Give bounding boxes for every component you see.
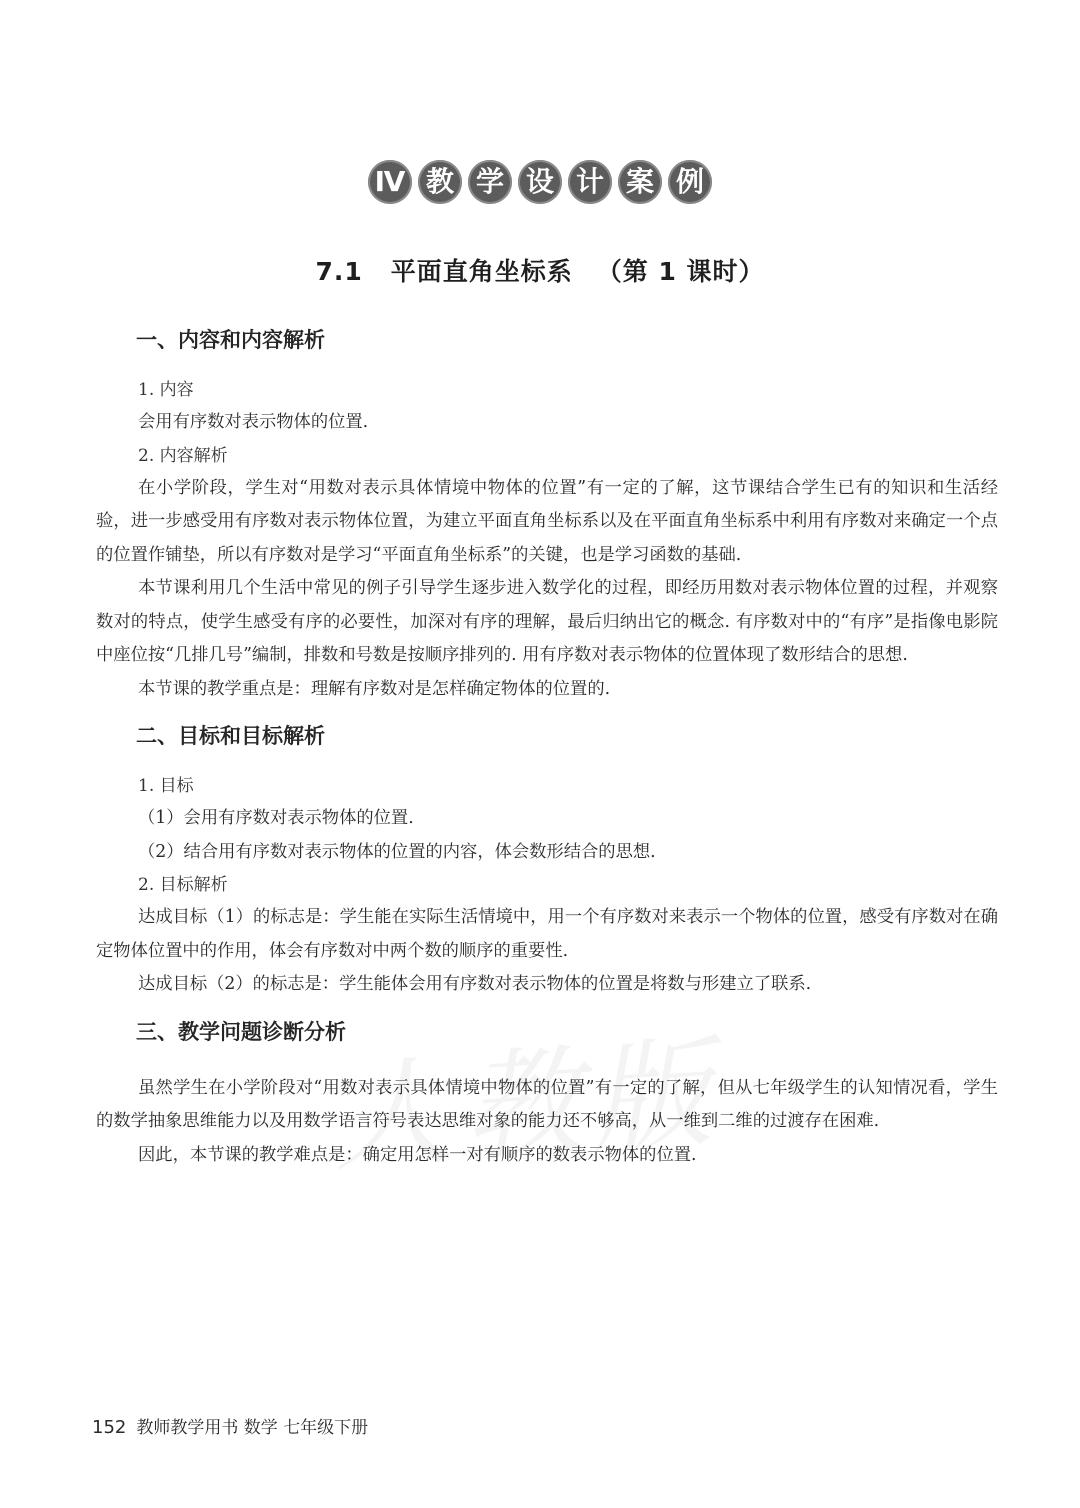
goal-item: （1）会用有序数对表示物体的位置.: [138, 808, 414, 828]
paragraph: 因此，本节课的教学难点是：确定用怎样一对有顺序的数表示物体的位置.: [138, 1144, 697, 1165]
banner-char: 设: [518, 160, 562, 204]
paragraph: 本节课利用几个生活中常见的例子引导学生逐步进入数学化的过程，即经历用数对表示物体位置的过程，并观察数对的特点，使学生感受有序的必要性，加深对有序的理解，最后归纳出它的概念. 有序数对中的“有序”是指像电影院中座位按“几排几号”编制，排数和号数是按顺序排列的. 用有序数对表示物体的位置体现了数形结合的思想.: [96, 578, 998, 665]
subsection-heading: 1. 目标: [138, 776, 194, 796]
paragraph: 会用有序数对表示物体的位置.: [138, 412, 369, 432]
banner-char: 案: [618, 160, 662, 204]
banner-char: 学: [468, 160, 512, 204]
banner-char: 教: [418, 160, 462, 204]
lesson-name: 平面直角坐标系: [390, 257, 573, 286]
paragraph: 达成目标（2）的标志是：学生能体会用有序数对表示物体的位置是将数与形建立了联系.: [138, 974, 812, 994]
page-number: 152: [92, 1417, 127, 1438]
page-footer: [92, 1413, 368, 1438]
subsection-heading: 2. 目标解析: [138, 875, 228, 895]
section-heading: 二、目标和目标解析: [136, 724, 325, 748]
section-heading: 一、内容和内容解析: [136, 328, 325, 352]
banner-char: 计: [568, 160, 612, 204]
paragraph: 在小学阶段，学生对“用数对表示具体情境中物体的位置”有一定的了解，这节课结合学生已有的知识和生活经验，进一步感受用有序数对表示物体位置，为建立平面直角坐标系以及在平面直角坐标系中利用有序数对来确定一个点的位置作铺垫，所以有序数对是学习“平面直角坐标系”的关键，也是学习函数的基础.: [96, 477, 998, 565]
book-title: 教师教学用书 数学 七年级下册: [136, 1418, 369, 1438]
banner-char: 例: [668, 160, 712, 204]
chapter-banner: [0, 160, 1080, 204]
paragraph: 本节课的教学重点是：理解有序数对是怎样确定物体的位置的.: [138, 678, 611, 699]
paragraph: 虽然学生在小学阶段对“用数对表示具体情境中物体的位置”有一定的了解，但从七年级学生的认知情况看，学生的数学抽象思维能力以及用数学语言符号表达思维对象的能力还不够高，从一维到二维的过渡存在困难.: [96, 1077, 998, 1131]
lesson-number: 7.1: [315, 257, 363, 286]
lesson-title: [0, 252, 1080, 288]
subsection-heading: 1. 内容: [138, 380, 194, 400]
goal-item: （2）结合用有序数对表示物体的位置的内容，体会数形结合的思想.: [138, 841, 656, 862]
section-heading: 三、教学问题诊断分析: [136, 1019, 346, 1044]
subsection-heading: 2. 内容解析: [138, 445, 228, 466]
lesson-session: （第 1 课时）: [596, 257, 765, 286]
banner-char: Ⅳ: [368, 160, 412, 204]
paragraph: 达成目标（1）的标志是：学生能在实际生活情境中，用一个有序数对来表示一个物体的位置，感受有序数对在确定物体位置中的作用，体会有序数对中两个数的顺序的重要性.: [96, 907, 998, 961]
main-content: [96, 322, 998, 1172]
